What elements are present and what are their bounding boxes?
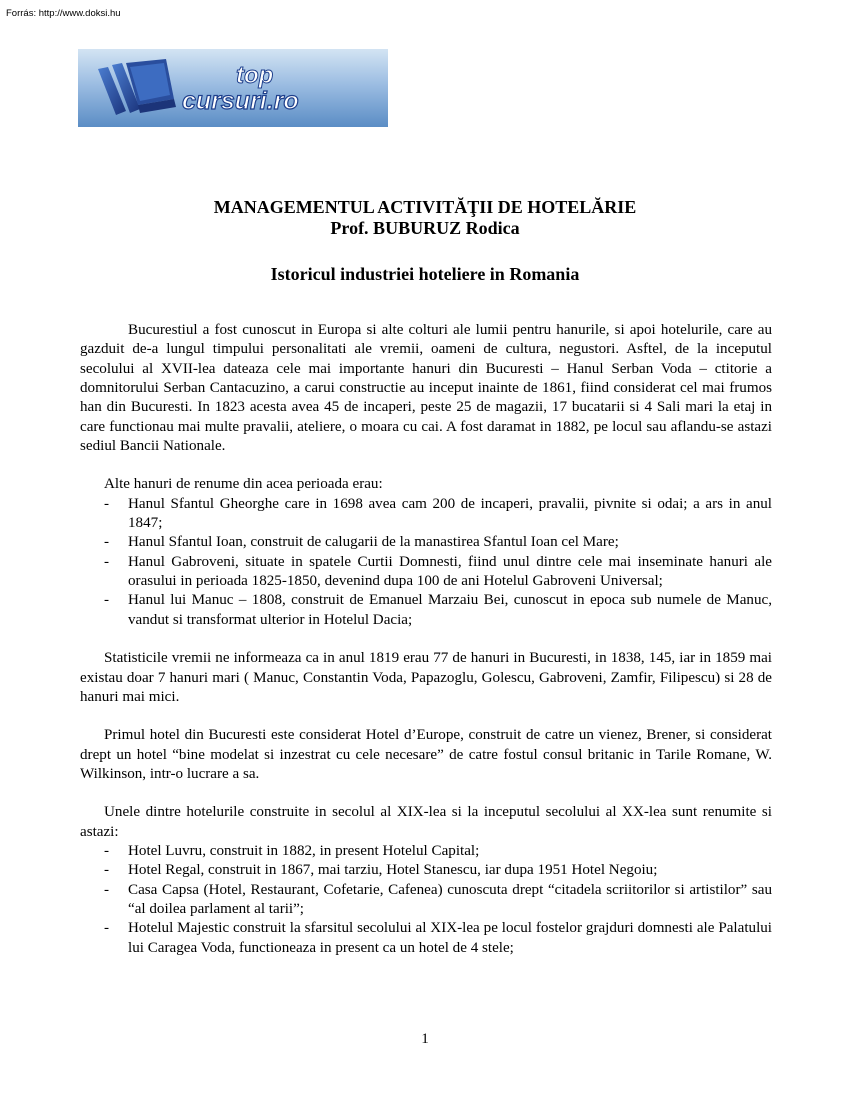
logo-text-top: top xyxy=(236,62,274,89)
logo-text-domain: cursuri.ro xyxy=(182,87,299,115)
list-item-text: Hotelul Majestic construit la sfarsitul secolului al XIX-lea pe locul fostelor grajduri domnesti ale Palatului lui Caragea Voda, functioneaza in present ca un hotel de 4 stele; xyxy=(128,920,772,956)
source-url-text: Forrás: http://www.doksi.hu xyxy=(6,8,121,19)
list-dash: - xyxy=(104,553,110,570)
list-item xyxy=(80,861,772,880)
list-intro-hanuri: Alte hanuri de renume din acea perioada erau: xyxy=(104,476,383,493)
list-item-text: Hanul Gabroveni, situate in spatele Curtii Domnesti, fiind unul dintre cele mai inseminate hanuri ale orasului in perioada 1825-1850, devenind dupa 100 de ani Hotelul Gabroveni Universal; xyxy=(128,553,772,590)
list-item xyxy=(80,919,772,958)
list-dash: - xyxy=(104,592,110,609)
list-dash: - xyxy=(104,881,110,898)
paragraph-statistici: Statisticile vremii ne informeaza ca in anul 1819 erau 77 de hanuri in Bucuresti, in 1838, 145, iar in 1859 mai existau doar 7 hanuri mari ( Manuc, Constantin Voda, Papazoglu, Golescu, Gabroveni, Zamfir, Filipescu) si 28 de hanuri mai mici. xyxy=(80,650,772,705)
list-item-text: Hotel Luvru, construit in 1882, in present Hotelul Capital; xyxy=(128,842,480,859)
list-item xyxy=(80,842,772,861)
list-dash: - xyxy=(104,842,110,859)
site-logo xyxy=(78,49,388,127)
paragraph-intro: Bucurestiul a fost cunoscut in Europa si alte colturi ale lumii pentru hanurile, si apoi hotelurile, care au gazduit de-a lungul timpului personalitati ale vremii, oameni de cultura, negustori. Asftel, de la inceputul secolului al XVII-lea dateaza cele mai importante hanuri din Bucuresti – Hanul Serban Voda – ctitorie a domnitorului Serban Cantacuzino, a carui constructie au inceput inainte de 1861, fiind considerat cel mai frumos han din Bucuresti. In 1823 acesta avea 45 de incaperi, peste 25 de magazii, 17 bucatarii si 4 Sali mari la etaj in care functionau mai multe pravalii, ateliere, o moara cu cai. A fost daramat in 1882, pe locul sau aflandu-se astazi sediul Bancii Nationale. xyxy=(80,322,772,455)
document-header xyxy=(0,197,850,239)
section-title: Istoricul industriei hoteliere in Romania xyxy=(270,264,580,284)
list-item xyxy=(80,591,772,630)
list-item-text: Casa Capsa (Hotel, Restaurant, Cofetarie, Cafenea) cunoscuta drept “citadela scriitorilor si artistilor” sau “al doilea parlament al tarii”; xyxy=(128,881,772,917)
paragraph-primul-hotel: Primul hotel din Bucuresti este considerat Hotel d’Europe, construit de catre un vienez, Brener, si considerat drept un hotel “bine modelat si inzestrat cu cele necesare” de catre fostul consul britanic in Tarile Romane, W. Wilkinson, intr-o lucrare a sa. xyxy=(80,727,772,782)
list-item-text: Hotel Regal, construit in 1867, mai tarziu, Hotel Stanescu, iar dupa 1951 Hotel Negoiu; xyxy=(128,862,658,879)
list-item xyxy=(80,553,772,592)
list-item xyxy=(80,881,772,920)
list-item xyxy=(80,533,772,552)
page-number: 1 xyxy=(421,1031,429,1047)
document-body xyxy=(80,321,772,958)
logo-graphic xyxy=(78,49,388,127)
document-title: MANAGEMENTUL ACTIVITĂŢII DE HOTELĂRIE xyxy=(213,197,637,217)
document-author: Prof. BUBURUZ Rodica xyxy=(330,218,520,238)
list-item-text: Hanul lui Manuc – 1808, construit de Emanuel Marzaiu Bei, cunoscut in epoca sub numele de Manuc, vandut si transformat ulterior in Hotelul Dacia; xyxy=(128,592,772,628)
list-dash: - xyxy=(104,920,110,937)
paragraph-hoteluri-intro: Unele dintre hotelurile construite in secolul al XIX-lea si la inceputul secolului al XX-lea sunt renumite si astazi: xyxy=(80,804,772,840)
list-hoteluri xyxy=(80,842,772,958)
list-item xyxy=(80,495,772,534)
list-dash: - xyxy=(104,495,110,512)
list-dash: - xyxy=(104,862,110,879)
list-dash: - xyxy=(104,534,110,551)
list-item-text: Hanul Sfantul Ioan, construit de calugarii de la manastirea Sfantul Ioan cel Mare; xyxy=(128,534,619,551)
list-hanuri xyxy=(80,495,772,630)
list-item-text: Hanul Sfantul Gheorghe care in 1698 avea cam 200 de incaperi, pravalii, pivnite si odai; a ars in anul 1847; xyxy=(128,495,772,532)
